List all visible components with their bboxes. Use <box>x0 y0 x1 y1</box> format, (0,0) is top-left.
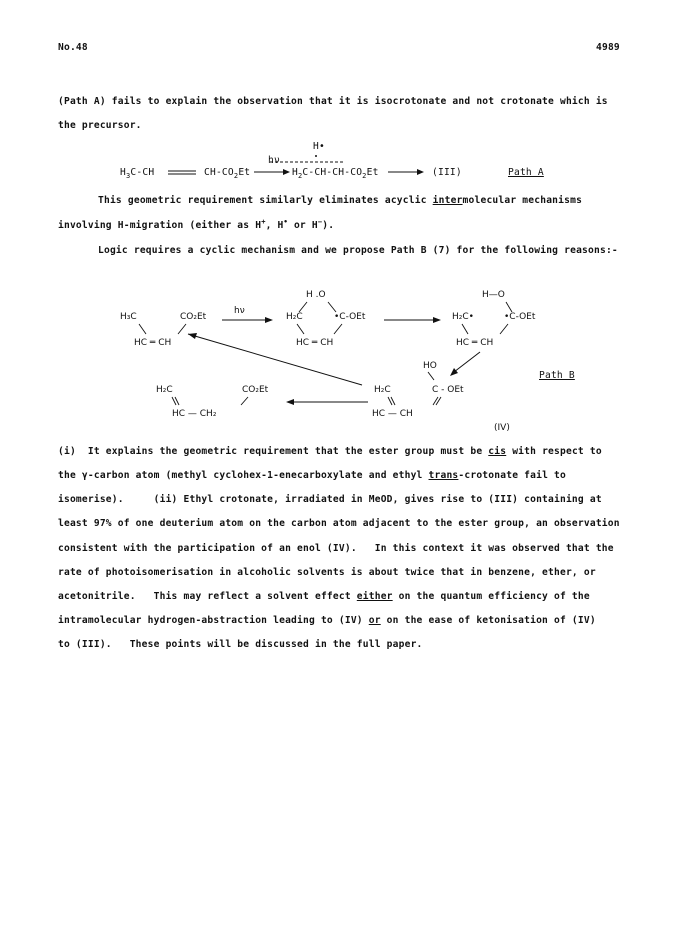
hv-label: hν <box>268 155 280 166</box>
para1-line2: the precursor. <box>58 120 142 131</box>
s1-hv: hν <box>234 306 245 316</box>
s4-coet: C - OEt <box>432 385 464 395</box>
s1-ch3: H₃C <box>120 312 137 322</box>
page-number: 4989 <box>596 42 620 53</box>
s3-ho: H—O <box>482 290 505 300</box>
path-a-label: Path A <box>508 167 544 178</box>
path-a-reactant-part2: $CH-CO_2Et$ <box>204 167 251 180</box>
para4-line9: to (III). These points will be discussed in the full paper. <box>58 639 423 650</box>
para2-line2: involving H-migration (either as H+, H• or H−). <box>58 218 335 231</box>
path-a-intermediate: $H_2C-CH-CH-CO_2Et$ <box>292 167 379 180</box>
s3-hcch: HC ═ CH <box>456 338 494 348</box>
para3-line1: Logic requires a cyclic mechanism and we propose Path B (7) for the following reasons:- <box>98 245 618 256</box>
s2-ho: H .O <box>306 290 326 300</box>
para1-line1: (Path A) fails to explain the observation that it is isocrotonate and not crotonate which is <box>58 96 608 107</box>
path-a-reactant: $H_3C-CH$ <box>120 167 155 180</box>
para4-line5: consistent with the participation of an enol (IV). In this context it was observed that the <box>58 543 614 554</box>
s3-coet: •C-OEt <box>504 312 536 322</box>
s2-coet: •C-OEt <box>334 312 366 322</box>
s2-hcch: HC ═ CH <box>296 338 334 348</box>
s4-label: (IV) <box>494 423 510 433</box>
s5-co2et: CO₂Et <box>242 385 269 395</box>
s3-h2c: H₂C• <box>452 312 474 322</box>
s1-co2et: CO₂Et <box>180 312 207 322</box>
para4-line2: the γ-carbon atom (methyl cyclohex-1-enecarboxylate and ethyl trans-crotonate fail to <box>58 470 566 481</box>
s4-hcch: HC — CH <box>372 409 413 419</box>
s4-h2c: H₂C <box>374 385 391 395</box>
h-radical: H• <box>313 141 325 152</box>
s5-h2c: H₂C <box>156 385 173 395</box>
journal-number: No.48 <box>58 42 88 53</box>
path-b-label: Path B <box>539 370 575 381</box>
para4-line4: least 97% of one deuterium atom on the carbon atom adjacent to the ester group, an observation <box>58 518 620 529</box>
s4-ho: HO <box>423 361 437 371</box>
para4-line7: acetonitrile. This may reflect a solvent effect either on the quantum efficiency of the <box>58 591 590 602</box>
para4-line6: rate of photoisomerisation in alcoholic solvents is about twice that in benzene, ether, or <box>58 567 596 578</box>
para4-line1: (i) It explains the geometric requirement that the ester group must be cis with respect to <box>58 446 602 457</box>
para2-line1: This geometric requirement similarly eliminates acyclic intermolecular mechanisms <box>98 195 583 206</box>
para4-line3: isomerise). (ii) Ethyl crotonate, irradiated in MeOD, gives rise to (III) containing at <box>58 494 602 505</box>
s2-h2c: H₂C <box>286 312 303 322</box>
s5-hcch: HC — CH₂ <box>172 409 217 419</box>
para4-line8: intramolecular hydrogen-abstraction leading to (IV) or on the ease of ketonisation of (IV) <box>58 615 596 626</box>
s1-hcch: HC ═ CH <box>134 338 172 348</box>
path-a-product: (III) <box>432 167 462 178</box>
